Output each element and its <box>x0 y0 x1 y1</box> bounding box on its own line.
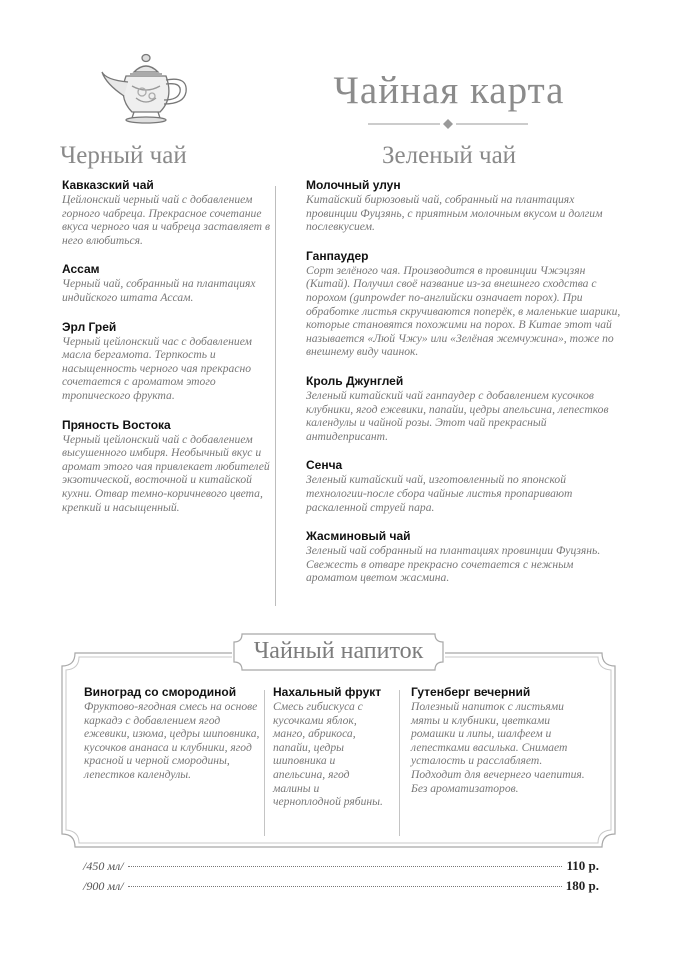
teapot-icon <box>96 50 196 128</box>
item-name: Пряность Востока <box>62 417 171 432</box>
green-tea-heading: Зеленый чай <box>382 142 517 169</box>
diamond-ornament-icon <box>443 119 453 129</box>
item-name: Нахальный фрукт <box>273 685 382 699</box>
box-divider <box>399 690 400 836</box>
item-name: Ганпаудер <box>306 248 369 263</box>
item-name: Гутенберг вечерний <box>411 685 531 699</box>
tea-drink-heading-plate <box>232 632 445 672</box>
item-name: Кавказский чай <box>62 178 154 192</box>
item-description: Смесь гибискуса с кусочками яблок, манго, абрикоса, папайи, цедры шиповника и апельсина, ягод малины и черноплодной рябины. <box>273 700 383 809</box>
item-name: Эрл Грей <box>62 319 117 334</box>
list-item <box>62 178 272 247</box>
list-item <box>62 262 272 304</box>
tea-drink-heading: Чайный напиток <box>253 638 424 664</box>
item-description: Китайский бирюзовый чай, собранный на плантациях провинции Фуцзянь, с приятным молочным вкусом и долгим послевкусием. <box>306 193 603 234</box>
price-value: 110 р. <box>566 858 599 873</box>
black-tea-heading: Черный чай <box>60 142 187 169</box>
volume-label: /900 мл/ <box>83 879 124 893</box>
tea-drink-item <box>84 685 261 782</box>
item-name: Молочный улун <box>306 178 401 192</box>
list-item <box>306 458 621 514</box>
item-name: Жасминовый чай <box>306 529 411 544</box>
item-description: Зеленый чай собранный на плантациях провинции Фуцзянь. Свежесть в отваре прекрасно сочетается с нежным ароматом цветом жасмина. <box>306 544 601 585</box>
item-description: Черный цейлонский чай с добавлением высушенного имбиря. Необычный вкус и аромат этого чая привлекает любителей экзотической, восточной и китайской кухни. Отвар темно-коричневого цвета, крепкий и насыщенный. <box>62 432 270 514</box>
volume-label: /450 мл/ <box>83 859 124 873</box>
list-item <box>306 529 621 585</box>
tea-drink-item <box>273 685 388 809</box>
green-tea-list <box>306 178 621 600</box>
list-item <box>306 178 621 234</box>
box-divider <box>264 690 265 836</box>
item-name: Виноград со смородиной <box>84 685 237 699</box>
dot-leader <box>128 866 563 867</box>
item-name: Кроль Джунглей <box>306 373 404 388</box>
black-tea-list <box>62 178 272 529</box>
tea-drink-item <box>411 685 593 795</box>
price-row <box>83 858 599 874</box>
page-title: Чайная карта <box>333 69 565 112</box>
item-description: Сорт зелёного чая. Производится в провинции Чжэцзян (Китай). Получил своё название из-за внешнего сходства с порохом (gunpowder по-английски означает порох). При обработке листья скручиваются поперёк, в маленькие шарики, которые становятся похожими на порох. В Китае этот чай называется «Люй Чжу» или «Зелёная жемчужина», тоже по внешнему виду чаинок. <box>306 263 621 359</box>
item-description: Цейлонский черный чай с добавлением горного чабреца. Прекрасное сочетание вкуса черного чая и чабреца заставляет в него влюбиться. <box>62 193 270 247</box>
item-description: Полезный напиток с листьями мяты и клубники, цветками ромашки и липы, шалфеем и лепестками василька. Снимает усталость и расслабляет. Подходит для вечернего чаепития. Без ароматизаторов. <box>411 700 585 795</box>
price-row <box>83 878 599 894</box>
list-item <box>62 320 272 403</box>
item-description: Фруктово-ягодная смесь на основе каркадэ с добавлением ягод ежевики, изюма, цедры шиповника, кусочков ананаса и клубники, ягод красной и черной смородины, лепестков календулы. <box>84 700 260 781</box>
item-name: Сенча <box>306 458 343 473</box>
title-ornament <box>368 118 528 130</box>
item-name: Ассам <box>62 262 100 277</box>
price-value: 180 р. <box>565 878 599 893</box>
item-description: Черный чай, собранный на плантациях индийского штата Ассам. <box>62 277 256 304</box>
item-description: Зеленый китайский чай, изготовленный по японской технологии-после сбора чайные листья пропаривают раскаленной струей пара. <box>306 473 573 514</box>
list-item <box>306 249 621 359</box>
tea-drink-box <box>61 638 616 848</box>
item-description: Зеленый китайский чай ганпаудер с добавлением кусочков клубники, ягод ежевики, папайи, цедры апельсина, лепестков календулы и чайной розы. Этот чай прекрасный антидеприсант. <box>306 388 609 443</box>
item-description: Черный цейлонский чаc с добавлением масла бергамота. Терпкость и насыщенность черного чая прекрасно сочетается с ароматом этого тропического фрукта. <box>62 334 252 402</box>
list-item <box>306 374 621 443</box>
dot-leader <box>128 886 562 887</box>
list-item <box>62 418 272 515</box>
column-divider <box>275 186 276 606</box>
